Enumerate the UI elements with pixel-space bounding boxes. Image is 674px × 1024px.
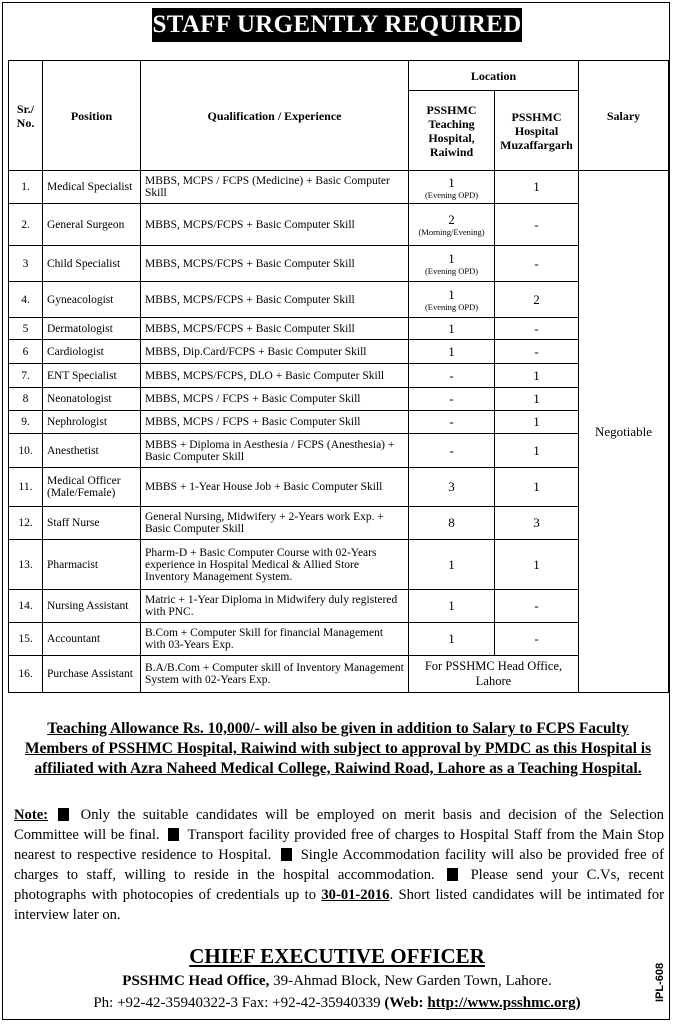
page-title: STAFF URGENTLY REQUIRED xyxy=(152,8,522,42)
note-bullet-icon xyxy=(58,808,69,821)
row-qualification: MBBS, MCPS / FCPS + Basic Computer Skill xyxy=(141,388,409,411)
row-qualification: MBBS, MCPS / FCPS (Medicine) + Basic Computer Skill xyxy=(141,171,409,204)
web-suffix: ) xyxy=(575,995,581,1011)
row-sr: 10. xyxy=(9,434,43,468)
row-raiwind-count: 2 xyxy=(448,212,455,227)
row-muzaffargarh: 1 xyxy=(495,540,579,590)
table-row xyxy=(9,468,669,507)
notes-section xyxy=(14,805,664,925)
header-raiwind: PSSHMC Teaching Hospital, Raiwind xyxy=(409,91,495,171)
row-position: Nursing Assistant xyxy=(43,590,141,623)
table-row xyxy=(9,434,669,468)
note-bullet-icon xyxy=(281,848,292,861)
row-qualification: Matric + 1-Year Diploma in Midwifery duly registered with PNC. xyxy=(141,590,409,623)
web-prefix: (Web: xyxy=(384,995,428,1011)
ref-code: IPL-608 xyxy=(654,962,666,1002)
row-sr: 8 xyxy=(9,388,43,411)
row-raiwind-note: (Evening OPD) xyxy=(424,302,479,312)
row-qualification: MBBS, MCPS/FCPS + Basic Computer Skill xyxy=(141,246,409,282)
row-position: Nephrologist xyxy=(43,411,141,434)
row-raiwind xyxy=(409,171,495,204)
note-item-3: Single Accommodation facility will also be provided free of charges to staff, willing to reside in the hospital accommodation. xyxy=(14,847,664,883)
row-raiwind-note: (Morning/Evening) xyxy=(418,227,485,237)
teaching-allowance-text: Teaching Allowance Rs. 10,000/- will also be given in addition to Salary to FCPS Faculty Members of PSSHMC Hospital, Raiwind with subject to approval by PMDC as this Hospital is affiliated with Azra Naheed Medical College, Raiwind Road, Lahore as a Teaching Hospital. xyxy=(24,720,652,777)
row-position: Cardiologist xyxy=(43,340,141,364)
header-muzaffargarh: PSSHMC Hospital Muzaffargarh xyxy=(495,91,579,171)
row-raiwind: 3 xyxy=(409,468,495,507)
row-qualification: MBBS + 1-Year House Job + Basic Computer Skill xyxy=(141,468,409,507)
row-muzaffargarh: 3 xyxy=(495,507,579,540)
note-item-4: Please send your C.Vs, recent photographs with photocopies of credentials up to xyxy=(14,867,664,903)
salary-value: Negotiable xyxy=(579,171,669,693)
row-muzaffargarh: 1 xyxy=(495,388,579,411)
row-muzaffargarh: - xyxy=(495,340,579,364)
row-qualification: MBBS, MCPS / FCPS + Basic Computer Skill xyxy=(141,411,409,434)
row-raiwind-note: (Evening OPD) xyxy=(424,189,479,200)
table-row xyxy=(9,318,669,340)
note-label: Note: xyxy=(14,807,49,823)
row-position: ENT Specialist xyxy=(43,364,141,388)
row-position: Dermatologist xyxy=(43,318,141,340)
row-sr: 15. xyxy=(9,623,43,656)
row-sr: 11. xyxy=(9,468,43,507)
phone-fax: Ph: +92-42-35940322-3 Fax: +92-42-35940339 xyxy=(93,995,385,1011)
row-raiwind: 1 xyxy=(409,318,495,340)
row-sr: 4. xyxy=(9,282,43,318)
row-position: Neonatologist xyxy=(43,388,141,411)
row-sr: 2. xyxy=(9,204,43,246)
row-qualification: Pharm-D + Basic Computer Course with 02-Years experience in Hospital Medical & Allied Store Inventory Management System. xyxy=(141,540,409,590)
row-raiwind xyxy=(409,204,495,246)
note-item-1: Only the suitable candidates will be employed on merit basis and decision of the Selection Committee will be final. xyxy=(14,807,664,843)
deadline-date: 30-01-2016 xyxy=(321,887,390,903)
row-raiwind-count: 1 xyxy=(448,287,455,302)
row-raiwind: - xyxy=(409,364,495,388)
row-sr: 3 xyxy=(9,246,43,282)
table-row xyxy=(9,656,669,693)
row-qualification: B.Com + Computer Skill for financial Management with 03-Years Exp. xyxy=(141,623,409,656)
header-location: Location xyxy=(409,61,579,91)
table-row xyxy=(9,590,669,623)
row-sr: 5 xyxy=(9,318,43,340)
office-name: PSSHMC Head Office, xyxy=(122,973,270,989)
row-qualification: General Nursing, Midwifery + 2-Years work Exp. + Basic Computer Skill xyxy=(141,507,409,540)
row-raiwind xyxy=(409,246,495,282)
row-raiwind xyxy=(409,282,495,318)
row-muzaffargarh: 1 xyxy=(495,434,579,468)
row-location-merged: For PSSHMC Head Office, Lahore xyxy=(409,656,579,693)
row-position: Staff Nurse xyxy=(43,507,141,540)
row-muzaffargarh: - xyxy=(495,623,579,656)
row-raiwind: 1 xyxy=(409,590,495,623)
row-position: Purchase Assistant xyxy=(43,656,141,693)
row-raiwind: 1 xyxy=(409,540,495,590)
table-row xyxy=(9,623,669,656)
table-row xyxy=(9,540,669,590)
note-bullet-icon xyxy=(447,868,458,881)
contact-line xyxy=(0,992,674,1014)
row-muzaffargarh: - xyxy=(495,318,579,340)
signoff-block xyxy=(0,943,674,1014)
table-row xyxy=(9,364,669,388)
signatory-title: CHIEF EXECUTIVE OFFICER xyxy=(189,944,485,968)
row-position: Anesthetist xyxy=(43,434,141,468)
table-row xyxy=(9,204,669,246)
row-position: Child Specialist xyxy=(43,246,141,282)
row-qualification: MBBS, MCPS/FCPS + Basic Computer Skill xyxy=(141,282,409,318)
row-muzaffargarh: 2 xyxy=(495,282,579,318)
row-raiwind: - xyxy=(409,434,495,468)
row-sr: 9. xyxy=(9,411,43,434)
table-row xyxy=(9,282,669,318)
row-raiwind-note: (Evening OPD) xyxy=(424,266,479,276)
table-row xyxy=(9,411,669,434)
row-raiwind: - xyxy=(409,388,495,411)
row-qualification: B.A/B.Com + Computer skill of Inventory Management System with 02-Years Exp. xyxy=(141,656,409,693)
note-item-2: Transport facility provided free of charges to Hospital Staff from the Main Stop nearest to respective residence to Hospital. xyxy=(14,827,664,863)
row-position: Medical Officer (Male/Female) xyxy=(43,468,141,507)
header-salary: Salary xyxy=(579,61,669,171)
row-muzaffargarh: 1 xyxy=(495,411,579,434)
row-sr: 6 xyxy=(9,340,43,364)
row-qualification: MBBS, Dip.Card/FCPS + Basic Computer Skill xyxy=(141,340,409,364)
row-raiwind: - xyxy=(409,411,495,434)
vacancy-table xyxy=(8,60,669,693)
office-street: 39-Ahmad Block, New Garden Town, Lahore. xyxy=(269,973,552,989)
table-row xyxy=(9,246,669,282)
note-bullet-icon xyxy=(168,828,179,841)
row-qualification: MBBS, MCPS/FCPS, DLO + Basic Computer Skill xyxy=(141,364,409,388)
row-sr: 14. xyxy=(9,590,43,623)
table-row xyxy=(9,171,669,204)
row-muzaffargarh: - xyxy=(495,204,579,246)
note-item-4-end: . Short listed candidates will be intimated for interview later on. xyxy=(14,887,664,923)
row-muzaffargarh: 1 xyxy=(495,364,579,388)
website-link[interactable]: http://www.psshmc.org xyxy=(427,995,576,1011)
row-position: Medical Specialist xyxy=(43,171,141,204)
row-muzaffargarh: 1 xyxy=(495,468,579,507)
row-sr: 16. xyxy=(9,656,43,693)
row-muzaffargarh: 1 xyxy=(495,171,579,204)
office-address xyxy=(0,970,674,992)
header-position: Position xyxy=(43,61,141,171)
header-qualification: Qualification / Experience xyxy=(141,61,409,171)
row-qualification: MBBS, MCPS/FCPS + Basic Computer Skill xyxy=(141,318,409,340)
row-position: Gyneacologist xyxy=(43,282,141,318)
table-row xyxy=(9,388,669,411)
header-sr: Sr./ No. xyxy=(9,61,43,171)
row-sr: 1. xyxy=(9,171,43,204)
row-sr: 12. xyxy=(9,507,43,540)
row-sr: 7. xyxy=(9,364,43,388)
row-raiwind: 1 xyxy=(409,340,495,364)
row-position: General Surgeon xyxy=(43,204,141,246)
row-raiwind: 8 xyxy=(409,507,495,540)
row-raiwind: 1 xyxy=(409,623,495,656)
row-position: Accountant xyxy=(43,623,141,656)
table-row xyxy=(9,507,669,540)
row-raiwind-count: 1 xyxy=(448,251,455,266)
table-row xyxy=(9,340,669,364)
row-raiwind-count: 1 xyxy=(448,174,455,190)
row-sr: 13. xyxy=(9,540,43,590)
row-muzaffargarh: - xyxy=(495,590,579,623)
row-qualification: MBBS, MCPS/FCPS + Basic Computer Skill xyxy=(141,204,409,246)
row-qualification: MBBS + Diploma in Aesthesia / FCPS (Anesthesia) + Basic Computer Skill xyxy=(141,434,409,468)
row-muzaffargarh: - xyxy=(495,246,579,282)
row-position: Pharmacist xyxy=(43,540,141,590)
